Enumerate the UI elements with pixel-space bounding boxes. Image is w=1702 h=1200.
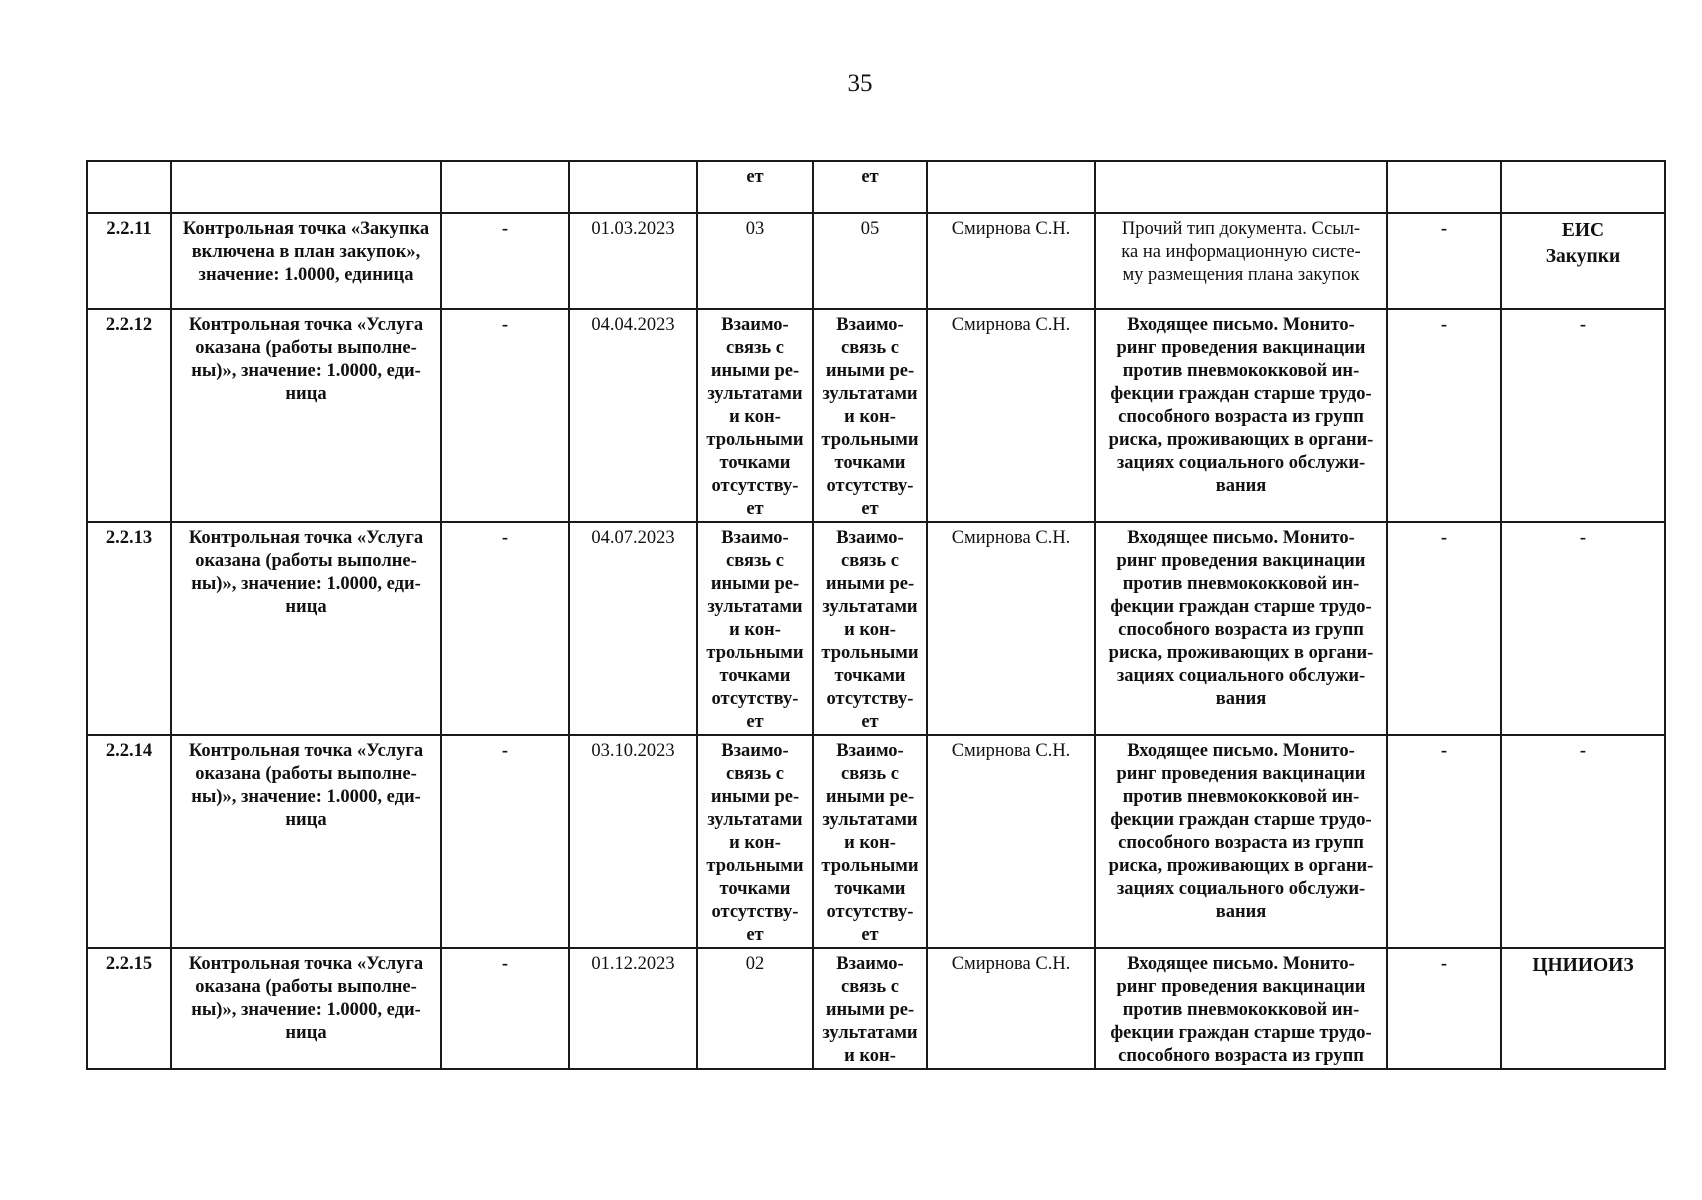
source-system-cell: ЕИС Закупки [1501, 213, 1665, 309]
control-point-name: Контрольная точка «Услуга оказана (работы выполне- ны)», значение: 1.0000, еди- ница [171, 309, 441, 522]
successor-cell: Взаимо- связь с иными ре- зультатами и кон- трольными точками отсутству- ет [813, 735, 927, 948]
dash-cell: - [441, 522, 569, 735]
cell [927, 161, 1095, 213]
successor-cell: 05 [813, 213, 927, 309]
source-system-cell: - [1501, 522, 1665, 735]
cell [171, 161, 441, 213]
control-point-name: Контрольная точка «Закупка включена в план закупок», значение: 1.0000, единица [171, 213, 441, 309]
dash-cell: - [1387, 735, 1501, 948]
dash-cell: - [1387, 948, 1501, 1069]
control-point-name: Контрольная точка «Услуга оказана (работы выполне- ны)», значение: 1.0000, еди- ница [171, 948, 441, 1069]
document-cell: Входящее письмо. Монито- ринг проведения вакцинации против пневмококковой ин- фекции граждан старше трудо- способного возраста из групп риска, проживающих в органи- зациях социального обслужи- вания [1095, 522, 1387, 735]
cell [1095, 161, 1387, 213]
document-cell: Входящее письмо. Монито- ринг проведения вакцинации против пневмококковой ин- фекции граждан старше трудо- способного возраста из групп риска, проживающих в органи- зациях социального обслужи- вания [1095, 735, 1387, 948]
row-number: 2.2.15 [87, 948, 171, 1069]
responsible-cell: Смирнова С.Н. [927, 522, 1095, 735]
table-row [87, 213, 1665, 309]
row-number: 2.2.12 [87, 309, 171, 522]
source-system-cell: - [1501, 735, 1665, 948]
dash-cell: - [441, 735, 569, 948]
predecessor-cell: 02 [697, 948, 813, 1069]
control-point-name: Контрольная точка «Услуга оказана (работы выполне- ны)», значение: 1.0000, еди- ница [171, 735, 441, 948]
table-row [87, 948, 1665, 1069]
date-cell: 04.07.2023 [569, 522, 697, 735]
dash-cell: - [441, 213, 569, 309]
continuation-row [87, 161, 1665, 213]
document-cell: Входящее письмо. Монито- ринг проведения вакцинации против пневмококковой ин- фекции граждан старше трудо- способного возраста из групп [1095, 948, 1387, 1069]
cell [87, 161, 171, 213]
responsible-cell: Смирнова С.Н. [927, 735, 1095, 948]
table-row [87, 522, 1665, 735]
source-system-cell: - [1501, 309, 1665, 522]
document-cell: Прочий тип документа. Ссыл- ка на информационную систе- му размещения плана закупок [1095, 213, 1387, 309]
cell [1387, 161, 1501, 213]
dash-cell: - [441, 309, 569, 522]
predecessor-cell: Взаимо- связь с иными ре- зультатами и кон- трольными точками отсутству- ет [697, 309, 813, 522]
responsible-cell: Смирнова С.Н. [927, 309, 1095, 522]
cell: ет [697, 161, 813, 213]
cell [569, 161, 697, 213]
predecessor-cell: Взаимо- связь с иными ре- зультатами и кон- трольными точками отсутству- ет [697, 735, 813, 948]
predecessor-cell: 03 [697, 213, 813, 309]
date-cell: 01.03.2023 [569, 213, 697, 309]
successor-cell: Взаимо- связь с иными ре- зультатами и кон- трольными точками отсутству- ет [813, 522, 927, 735]
row-number: 2.2.13 [87, 522, 171, 735]
date-cell: 03.10.2023 [569, 735, 697, 948]
control-point-name: Контрольная точка «Услуга оказана (работы выполне- ны)», значение: 1.0000, еди- ница [171, 522, 441, 735]
cell [1501, 161, 1665, 213]
dash-cell: - [1387, 213, 1501, 309]
row-number: 2.2.14 [87, 735, 171, 948]
document-cell: Входящее письмо. Монито- ринг проведения вакцинации против пневмококковой ин- фекции граждан старше трудо- способного возраста из групп риска, проживающих в органи- зациях социального обслужи- вания [1095, 309, 1387, 522]
responsible-cell: Смирнова С.Н. [927, 948, 1095, 1069]
page-number: 35 [847, 70, 873, 97]
successor-cell: Взаимо- связь с иными ре- зультатами и кон- [813, 948, 927, 1069]
cell [441, 161, 569, 213]
row-number: 2.2.11 [87, 213, 171, 309]
table-row [87, 309, 1665, 522]
date-cell: 01.12.2023 [569, 948, 697, 1069]
predecessor-cell: Взаимо- связь с иными ре- зультатами и кон- трольными точками отсутству- ет [697, 522, 813, 735]
responsible-cell: Смирнова С.Н. [927, 213, 1095, 309]
dash-cell: - [1387, 309, 1501, 522]
source-system-cell: ЦНИИОИЗ [1501, 948, 1665, 1069]
date-cell: 04.04.2023 [569, 309, 697, 522]
control-points-table [86, 160, 1666, 1070]
dash-cell: - [441, 948, 569, 1069]
table-row [87, 735, 1665, 948]
dash-cell: - [1387, 522, 1501, 735]
cell: ет [813, 161, 927, 213]
successor-cell: Взаимо- связь с иными ре- зультатами и кон- трольными точками отсутству- ет [813, 309, 927, 522]
